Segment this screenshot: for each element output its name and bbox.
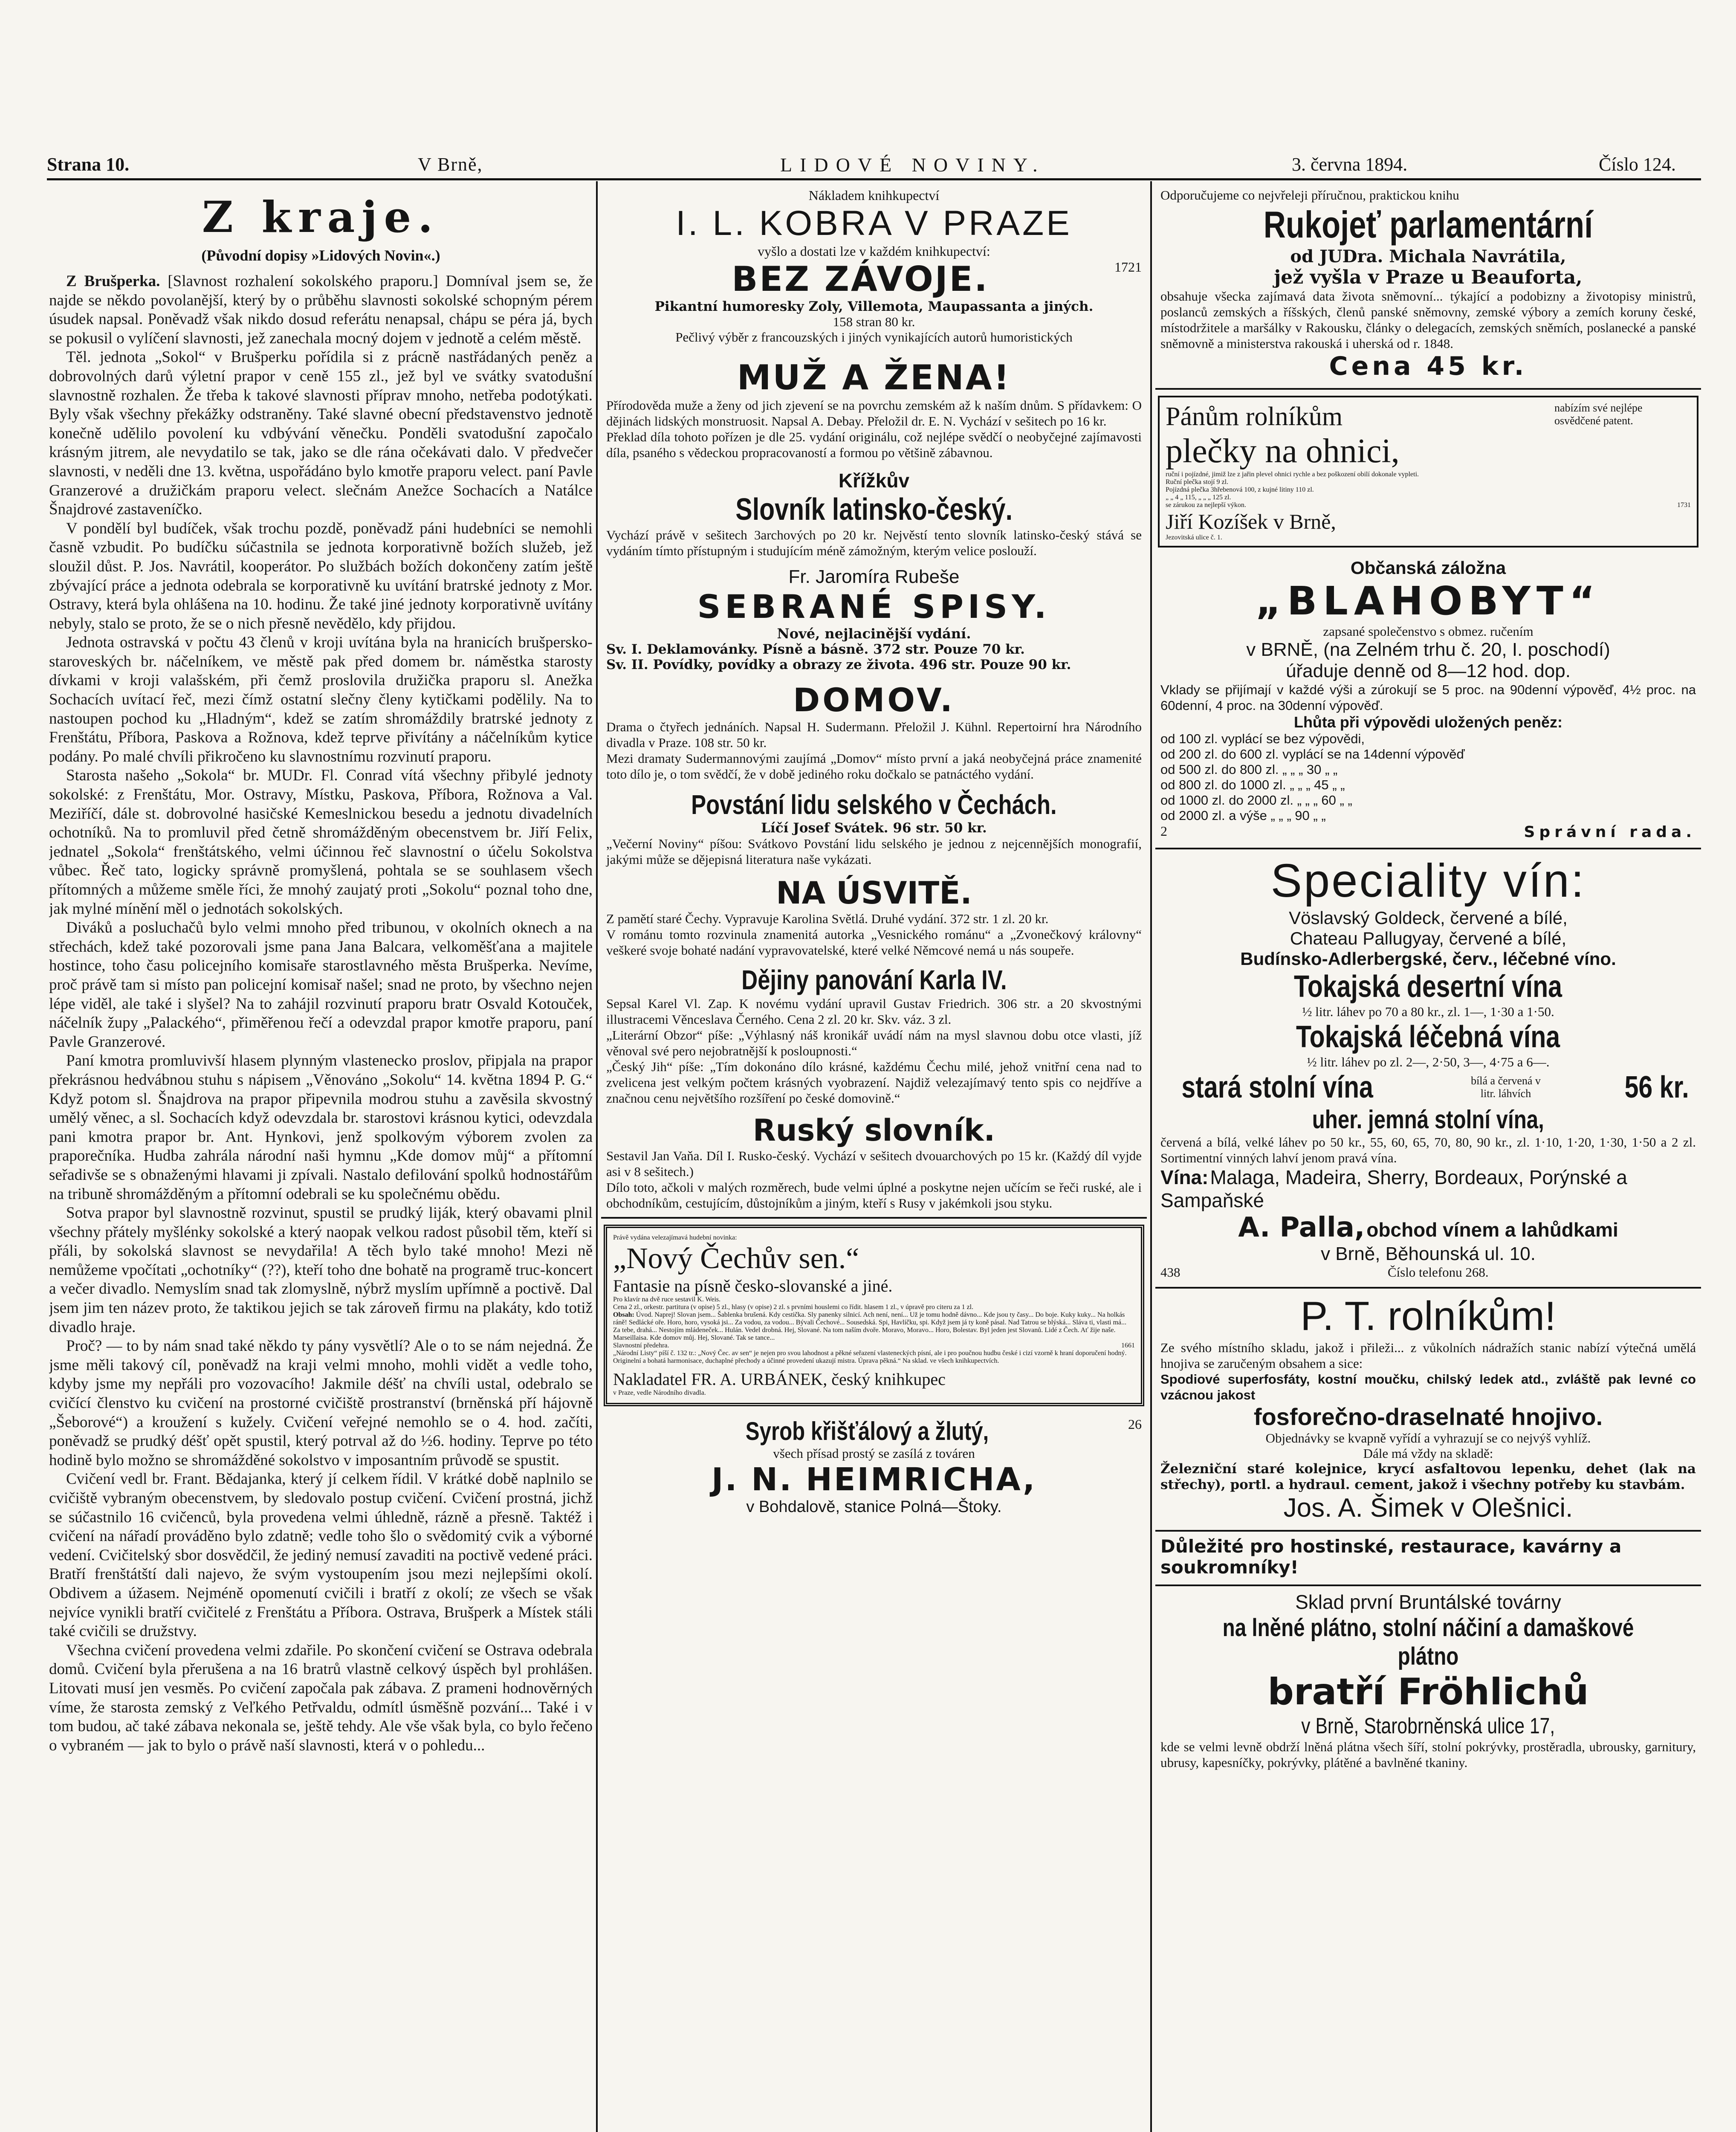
ad-muz-zena-note: Překlad díla tohoto pořízen je dle 25. vydání originálu, což nejlépe svědčí o neobyčejné zajímavosti díla, psaného s vědeckou propracovaností a formou po většině zábavnou. — [606, 429, 1142, 460]
ad-rolnikum-title: Pánům rolníkům — [1166, 402, 1343, 431]
ad-cechuv-place: v Praze, vedle Národního divadla. — [613, 1389, 706, 1396]
article-paragraph: Proč? — to by nám snad také někdo ty pány vysvětlí? Ale o to se nám nejedná. Že jsme měli takový cíl, poněvadž na kraji velmi mnoho, mohli vidět a vedle toho, kdyby jsme my nepřáli pro vozovacího! Jakmile déšť na chvíli ustal, odebralo se cvičící členstvo ku cvičení na prostorné cvičiště prostranství (brněnská pří hájovně „Šeborové“) a kroužení s kužely. Cvičení veřejné nemohlo se o 4. hod. začíti, poněvadž se prudký déšť opět spustil, který potrval až do ½6. hodiny. Teprve po této hodině bylo možno se shromážděné sokolstvo v imposantním průvodě se spustit. — [49, 1337, 593, 1469]
ad-rolnikum-seller: Jiří Kozíšek v Brně, — [1166, 510, 1336, 533]
article-title: Z kraje. — [202, 192, 440, 242]
ad-blahobyt-hours: úřaduje denně od 8—12 hod. dop. — [1286, 660, 1571, 681]
ad-rolnikum-price: „ „ 4 „ 115, „ „ „ 125 zl. — [1166, 494, 1231, 501]
article-paragraph: [Slavnost rozhalení sokolského praporu.] Domníval jsem se, že najde se někdo povolanější, který by o průběhu slavnosti sokolské schopným pérem úsudek napsal. Poněvadž však nikdo dosud referátu nenapsal, chápu se péra já, bych se pokusil o vylíčení slavnosti, jež zanechala mocný dojem v jednotě a celém městě. — [49, 272, 593, 347]
ad-cechuv-pre: Právě vydána velezajímavá hudební novinka: — [613, 1234, 737, 1241]
ad-vina-list: Malaga, Madeira, Sherry, Bordeaux, Porýnské a Sampaňské — [1160, 1166, 1627, 1211]
ad-blahobyt-terms-title: Lhůta při výpovědi uložených peněz: — [1293, 713, 1563, 731]
ad-vina-uher-text: červená a bílá, velké láhev po 50 kr., 55, 60, 65, 70, 80, 90 kr., zl. 1·10, 1·20, 1·30, 1·50 a 2 zl. Sortimentní vinných lahví jenom pravá vína. — [1160, 1135, 1696, 1165]
ad-frohlich — [1155, 1586, 1701, 1777]
ad-cechuv-press: „Národní Listy“ píší č. 132 tr.: „Nový Čec. av sen“ je nejen pro svou lahodnost a pěkné seřazení vlasteneckých písní, ale i pro poučnou hudbu české i cizí vzorně k hraní doporučení hodný. Originelní a bohatá harmonisace, duchaplné přechody a účinné provedení ukazují mistra. Úprava pěkná.“ Na sklad. ve všech knihkupectvích. — [613, 1350, 1127, 1364]
article-column — [49, 183, 593, 2132]
article-paragraph: Diváků a posluchačů bylo velmi mnoho před tribunou, v okolních oknech a na střechách, kdež také pozorovali jsme pana Jana Balcara, velkoměšťana a majitele hostince, toho času policejního komisaře starostlavného města Brušperka. Nevíme, proč právě tam si místo pan policejní komisař našel; snad ne proto, by všechno nejen lépe viděl, ale také i slyšel? Na to zahájil rozvinutí praporu bratr Osvald Kotouček, náčelník župy „Palackého“, přiměřenou řečí a odevzdal prapor kmotře praporu, paní Pavle Granzerové. — [49, 919, 593, 1051]
ad-vina-line: Vöslavský Goldeck, červené a bílé, — [1289, 908, 1568, 928]
ad-rolnikum2-text: Ze svého místního skladu, jakož i přileži... z vůkolních nádražích stanic nabízí výtečná umělá hnojiva se zaručeným obsahem a sice: — [1160, 1340, 1696, 1371]
ad-slovnik-text: Vychází právě v sešitech 3archových po 20 kr. Nejvěstí tento slovník latinsko-český stává se vydáním tímto přístupným i studujícím méně zámožným, kterým velice poslouží. — [606, 527, 1142, 558]
ad-kobra-name: I. L. KOBRA V PRAZE — [676, 204, 1072, 243]
ad-syrob-location: v Bohdalově, stanice Polná—Štoky. — [746, 1498, 1002, 1516]
ad-blahobyt-term: od 100 zl. vyplácí se bez výpovědi, — [1160, 731, 1365, 746]
ad-rolnikum-price: Ruční plečka stojí 9 zl. — [1166, 478, 1229, 486]
issue-date: 3. června 1894. — [1292, 154, 1408, 175]
article-paragraph: Starosta našeho „Sokola“ br. MUDr. Fl. Conrad vítá všechny přibylé jednoty sokolské: z Frenštátu, Mor. Ostravy, Místku, Paskova, Příbora, Rožnova a Val. Meziříčí, dále st. dobrovolné hasičské Kemeslnickou besedu a jednotu divadelních ochotníků. Na to promluvil před četně shromážděným obecenstvem br. Jiří Felix, jednatel „Sokola“ frenštátského, velmi účinnou řeč slavnostní o účelu Sokolstva vůbec. Řeč tato, logicky správně promyšlená, pohtala se se souhlasem všech přítomných a můžeme směle říci, že mnohý zaujatý proti „Sokolu“ poznal toho dne, jak mylné mínění měl o jednotách sokolských. — [49, 767, 593, 918]
ad-rolnikum2-also: Dále má vždy na skladě: — [1363, 1446, 1493, 1461]
ad-rubes-pre: Fr. Jaromíra Rubeše — [788, 566, 960, 587]
article-paragraph: Sotva prapor byl slavnostně rozvinut, spustil se prudký liják, který obavami plnil všechny přátely myšlénky sokolské a který naopak velkou radost působil těm, kteří si přáli, by sokolská slavnost se nevydařila! A těch bylo také mnoho! Mezi ně nemůžeme vpočítati „ochotníky“ (??), kteří toho dne bohatě na programě truc-koncert a večer divadlo. Nemyslím snad tak zlomyslně, nýbrž myslím upřímně a poctivě. Dal jsem jim ten název proto, že taktikou jejich se tak zároveň firmu na plakáty, kdo totiž divadlo hraje. — [49, 1204, 593, 1336]
ad-rusky-text: Sestavil Jan Vaňa. Díl I. Rusko-český. Vychází v sešitech dvouarchových po 15 kr. (Každý díl vyjde asi v 8 sešitech.) — [606, 1148, 1142, 1179]
article-paragraph: Všechna cvičení provedena velmi zdařile. Po skončení cvičení se Ostrava odebrala domů. Cvičení byla přerušena a na 16 bratrů vlastně celkový úspěch byl prohlášen. Litovati musí jen vesměs. Po cvičení započala pak zábava. Z prameni hodnověrných víme, že starosta zemský z Veľkého Petřvaldu, odmítl úsměšně pozvání... Také i v tom budou, ač také zábava nekonala se, ještě tehdy. Ale vše však byla, co bylo řečeno o vybraném — jak to bylo o právě naší slavnosti, která v o pohledu... — [49, 1641, 593, 1754]
issue-number: Číslo 124. — [1599, 154, 1676, 175]
ad-rolnikum2-fosfor: fosforečno-draselnaté hnojivo. — [1253, 1403, 1603, 1430]
ad-rubes-vol2: Sv. II. Povídky, povídky a obrazy ze života. 496 str. Pouze 90 kr. — [606, 657, 1071, 672]
ad-vina — [1155, 849, 1701, 1289]
ad-cechuv-obsah-label: Obsah: — [613, 1311, 634, 1318]
ad-blahobyt-address: v BRNĚ, (na Zelném trhu č. 20, I. poschodí) — [1246, 639, 1610, 660]
ad-vina-tokaj-dessert-price: ½ litr. láhev po 70 a 80 kr., zl. 1—, 1·30 a 1·50. — [1302, 1004, 1554, 1019]
ad-rukojet-publisher: jež vyšla v Praze u Beaufortа, — [1274, 266, 1583, 288]
ad-cechuv-fanfare: Slavnostní předehra. — [613, 1342, 669, 1349]
ad-syrob-firm: J. N. HEIMRICHA, — [711, 1461, 1037, 1498]
city-label: V Brně, — [418, 154, 483, 175]
ad-ref-number: 2 — [1160, 823, 1167, 839]
ad-syrob-title: Syrob křišťálový a žlutý, — [745, 1417, 989, 1445]
ad-bez-zavoje-title: BEZ ZÁVOJE. — [732, 259, 989, 299]
ad-vina-label: Vína: — [1160, 1166, 1209, 1188]
ad-syrob-line: všech přísad prostý se zasílá z továren — [773, 1446, 975, 1461]
ad-rukojet-title: Rukojeť parlamentární — [1263, 203, 1593, 246]
column-divider — [596, 181, 598, 2132]
ad-frohlich-address: v Brně, Starobrněnská ulice 17, — [1301, 1714, 1555, 1738]
ad-vina-stara-note: bílá a červená v litr. láhvích — [1471, 1075, 1541, 1100]
ad-karel-quote: „Český Jih“ píše: „Tím dokonáno dílo krásné, každému Čechu milé, jehož vnitřní cena nad to zvelicena jest velkým počtem krásných vyobrazení. Najdiž velezajímavý tento spis co nejdříve a značnou cenu největšího rozšíření po české domovině.“ — [606, 1059, 1142, 1106]
ad-rolnikum2-title: P. T. rolníkům! — [1300, 1293, 1556, 1339]
ad-rubes-banner: Nové, nejlacinější vydání. — [777, 626, 971, 642]
column-divider — [1150, 181, 1152, 2132]
ad-vina-uher: uher. jemná stolní vína, — [1312, 1105, 1545, 1134]
ad-vina-stara: stará stolní vína — [1181, 1070, 1373, 1104]
ad-rukojet-author: od JUDra. Michala Navrátila, — [1290, 246, 1566, 266]
article-paragraph: Těl. jednota „Sokol“ v Brušperku pořídila si z prácně nastřádaných peněz a dobrovolných darů výletní prapor v ceně 155 zl., jež byl ve svátky svatodušní slavnostně rozhalen. Že třeba k takové slavnosti příprav mnoho, netřeba podotýkati. Byly však všechny překážky odstraněny. Také slavné obecní představenstvo jednotě konečně udělilo povolení ku vdbývání věnečku. Ponděli svatodušní započalo krásným jitrem, ale nevydatilo se tak, jako se dle rána očekávati dalo. V předvečer slavnosti, v neděli dne 13. května, uspořádáno bylo kmotře praporu velect. paní Pavle Granzerové a družičkám praporu velect. slečnám Anežce Sochacích a Natálce Šnajdrové zastaveníčko. — [49, 348, 593, 519]
ad-blahobyt-sign: Správní rada. — [1524, 823, 1696, 841]
header-rule — [47, 178, 1701, 180]
ad-rolnikum-price: Pojízdná plečka 3hřebenová 100, z kujné litiny 110 zl. — [1166, 486, 1314, 493]
ad-blahobyt — [1155, 553, 1701, 849]
ad-hostinske-text: Důležité pro hostinské, restaurace, kavárny a soukromníky! — [1160, 1536, 1622, 1578]
ad-blahobyt-term: od 1000 zl. do 2000 zl. „ „ „ 60 „ „ — [1160, 793, 1352, 808]
ad-rolnikum2-rails: Železniční staré kolejnice, krycí asfaltovou lepenku, dehet (lak na střechy), portl. a hydraul. cement, jakož i všechny potřeby ku stavbám. — [1160, 1461, 1696, 1492]
ad-domov-text: Drama o čtyřech jednáních. Napsal H. Sudermann. Přeložil J. Kühnl. Repertoirní hra Národního divadla v Praze. 108 str. 50 kr. — [606, 719, 1142, 750]
ad-blahobyt-term: od 500 zl. do 800 zl. „ „ „ 30 „ „ — [1160, 762, 1338, 777]
ad-blahobyt-deposit: Vklady se přijímají v každé výši a zúrokují se 5 proc. na 90denní výpověď, 4½ proc. na 60denní, 4 proc. na 30denní výpověď. — [1160, 682, 1696, 713]
ad-rolnikum-address: Jezovitská ulice č. 1. — [1166, 534, 1222, 541]
ad-bez-zavoje-pages: 158 stran 80 kr. — [833, 314, 915, 329]
ad-blahobyt-name: „BLAHOBYT“ — [1255, 578, 1601, 624]
ad-blahobyt-term: od 800 zl. do 1000 zl. „ „ „ 45 „ „ — [1160, 777, 1345, 792]
ads-column-middle — [601, 183, 1147, 2132]
ad-rusky-note: Dílo toto, ačkoli v malých rozměrech, bude velmi úplné a poskytne nejen učícím se řeči ruské, ale i obchodníkům, cestujícím, důstojníkům a jiným, kteří s Rusy v jakémkoli jsou styku. — [606, 1180, 1142, 1211]
ad-rukojet-text: obsahuje všecka zajímavá data života sněmovní... týkající a podobizny a životopisy ministrů, poslanců zemských a říšských, členů panské sněmovny, zemské výbory a zemích koruny české, místodržitele a maršálky v Rakousku, články o delegacích, zemských sněmích, poslanecké a panské sněmovně a ministerstva rakouská i uherská od r. 1848. — [1160, 289, 1696, 351]
ad-blahobyt-registration: zapsané společenstvo s obmez. ručením — [1323, 624, 1533, 639]
ad-cechuv-by: Pro klavír na dvě ruce sestavil K. Weis. — [613, 1296, 721, 1303]
ad-blahobyt-term: od 2000 zl. a výše „ „ „ 90 „ „ — [1160, 808, 1326, 823]
ad-povstani-text: „Večerní Noviny“ píšou: Svátkovo Povstání lidu selského je jednou z nejcennějších monografií, jakými může se dějepisná literatura naše vykázati. — [606, 836, 1142, 867]
ad-usvite-note: V románu tomto rozvinula znamenitá autorka „Vesnického románu“ a „Zvonečkový královny“ veškeré svoje bohaté nadání vypravovatelské, které velké Němcové nemá u nás soupeře. — [606, 927, 1142, 958]
ad-ref-number: 1731 — [1677, 501, 1691, 509]
ad-frohlich-line: na lněné plátno, stolní náčiní a damaškové plátno — [1222, 1614, 1634, 1670]
ad-frohlich-text: kde se velmi levně obdrží lněná plátna všech šíří, stolní pokrývky, prostěradla, ubrousky, garnitury, ubrusy, kapesníčky, pokrývky, plátěné a bavlněné tkaniny. — [1160, 1739, 1696, 1770]
ad-vina-line: Chateau Pallugyay, červené a bílé, — [1290, 928, 1567, 948]
ad-rolnikum-guarantee: se zárukou za nejlepší výkon. — [1166, 501, 1246, 509]
ad-ref-number: 1661 — [1121, 1342, 1135, 1349]
article-subtitle: (Původní dopisy »Lidových Novin«.) — [201, 247, 440, 264]
article-paragraph: V pondělí byl budíček, však trochu pozdě, poněvadž páni hudebníci se nemohli časně vzbudit. Po budíčku súčastnila se jednota korporativně božích služeb, jež sloužil důst. P. Jos. Navrátil, kooperátor. Po službách božích dokončeny zatím ještě zbývající práce a jednota odebrala se korporativně ku uvítání bratrské jednoty z Mor. Ostravy, která byla ohlášena na 10. hodinu. Že také jiné jednoty korporativně uvítány nebyly, stalo se proto, že se o nich přesně nevědělo, kdy přijdou. — [49, 519, 593, 632]
newspaper-title: LIDOVÉ NOVINY. — [780, 154, 1045, 176]
ad-kobra-publisher-note: Nákladem knihkupectví — [808, 188, 940, 203]
ad-rolnikum2-seller: Jos. A. Šimek v Olešnici. — [1283, 1493, 1573, 1523]
ad-vina-title: Speciality vín: — [1270, 855, 1586, 907]
ad-usvite-title: NA ÚSVITĚ. — [776, 875, 972, 911]
ad-povstani-author: Líčí Josef Svátek. 96 str. 50 kr. — [761, 820, 987, 836]
ad-domov-note: Mezi dramaty Sudermannovými zaujímá „Domov“ místo první a jaká neobyčejná práce znamenité toto dílo je, o tom svědčí, že v době jediného roku dočkalo se patnáctého vydání. — [606, 751, 1142, 782]
ad-vina-address: v Brně, Běhounská ul. 10. — [1321, 1243, 1536, 1264]
ad-rusky-title: Ruský slovník. — [752, 1113, 995, 1148]
ad-cechuv-publisher: Nakladatel FR. A. URBÁNEK, český knihkupec — [613, 1370, 946, 1389]
ad-cechuv-price: Cena 2 zl., orkestr. partitura (v opise) 5 zl., hlasy (v opise) 2 zl. s prvními houslemi co řídit. hlasem 1 zl., v úpravě pro citeru za 1 zl. — [613, 1304, 974, 1311]
ad-blahobyt-top: Občanská záložna — [1350, 558, 1506, 578]
ad-domov-title: DOMOV. — [793, 681, 955, 719]
ad-cechuv-sen — [604, 1225, 1144, 1406]
ad-rukojet — [1155, 183, 1701, 390]
ad-vina-palla: A. Palla, — [1238, 1212, 1365, 1243]
ad-slovnik-title: Slovník latinsko-český. — [735, 492, 1013, 527]
ad-rolnikum — [1158, 396, 1698, 547]
ad-frohlich-name: bratří Fröhlichů — [1267, 1671, 1589, 1713]
ad-vina-line: Budínsko-Adlerbergské, červ., léčebné víno. — [1240, 949, 1616, 969]
ad-bez-zavoje-sub: Pikantní humoresky Zoly, Villemota, Maupassanta a jiných. — [654, 299, 1094, 314]
ad-ref-number: 1721 — [1114, 259, 1142, 275]
ad-cechuv-sub: Fantasie na písně česko-slovanské a jiné. — [613, 1276, 893, 1295]
ad-ref-number: 438 — [1160, 1265, 1180, 1280]
ad-vina-tokaj-dessert: Tokajská desertní vína — [1294, 970, 1562, 1004]
ad-povstani-title: Povstání lidu selského v Čechách. — [691, 789, 1057, 820]
section-rule — [601, 1217, 1147, 1219]
ad-rukojet-price: Cena 45 kr. — [1329, 351, 1528, 381]
ad-rolnikum2-note: Objednávky se kvapně vyřídí a vyhrazují se co nejvýš vyhlíž. — [1265, 1431, 1591, 1445]
page-header — [47, 154, 1701, 179]
ad-vina-tokaj-medicinal: Tokajská léčebná vína — [1296, 1020, 1560, 1054]
ad-rukojet-top: Odporučujeme co nejvřeleji příručnou, praktickou knihu — [1160, 188, 1459, 203]
ad-hostinske — [1155, 1532, 1701, 1586]
article-paragraph: Cvičení vedl br. Frant. Bědajanka, který jí celkem řídil. V krátké době naplnilo se cvičiště vybraným obecenstvem, by sledovalo postup cvičení. Cvičení prostná, jichž se súčastnilo 16 cvičenců, byla provedena velmi úhledně, rázně a přesně. Taktéž i cvičení na nářadí prováděno bylo zdatně; vedle toho šlo o svědomitý cvik a výborné vedení. Cvičitelský sbor dosvědčil, že jediný nemusí zavaditi na poctivě vedené práci. Bratří frenštátští dali najevo, že svým vystoupením jsou mezi nejlepšími okolí. Obdivem a úžasem. Nejméně opomenutí cvičili i bratří z okolí; ze všech se však nejvíce vynikli bratří cvičitelé z Frenštátu a Příbora. Ostrava, Brušperk a Místek stáli také cvičili se družstvy. — [49, 1470, 593, 1640]
ad-muz-zena-text: Přírodověda muže a ženy od jich zjevení se na povrchu zemském až k naším dnům. S přídavkem: O dějinách lidských monstruosit. Napsal A. Debay. Přeložil dr. E. N. Vychází v sešitech po 16 kr. — [606, 398, 1142, 429]
ad-rubes-vol1: Sv. I. Deklamovánky. Písně a básně. 372 str. Pouze 70 kr. — [606, 642, 1025, 657]
ad-ref-number: 26 — [1128, 1417, 1142, 1432]
ad-blahobyt-term: od 200 zl. do 600 zl. vyplácí se na 14denní výpověď — [1160, 747, 1465, 762]
ad-rubes-title: SEBRANÉ SPISY. — [697, 588, 1051, 626]
ad-rolnikum-desc: ruční i pojízdné, jimiž lze z jařin plevel ohnici rychle a bez poškození obilí dokonale vypleti. — [1166, 471, 1419, 478]
ad-vina-telephone: Číslo telefonu 268. — [1387, 1265, 1489, 1280]
ad-usvite-text: Z pamětí staré Čechy. Vypravuje Karolina Světlá. Druhé vydání. 372 str. 1 zl. 20 kr. — [606, 911, 1049, 926]
article-paragraph: Paní kmotra promluvivší hlasem plynným vlastenecko proslov, připjala na prapor překrásnou hedvábnou stuhu s nápisem „Věnováno „Sokolu“ 14. května 1894 P. G.“ Když potom sl. Šnajdrova na prapor připevnila modrou stuhu a zavěsila skvostný umělý věnec, a sl. Sochacích když odevzdala br. starostovi krásnou kytici, odevzdala pani kmotra prapor br. Ant. Hynkovi, jenž spolkovým výborem zvolen za praporečníka. Hudba zahrála národní naši hymnu „Kde domov můj“ a přítomní seřadivše se s obnaženými hlavami ji zpívali. Nastalo defilování spolků hodnostářům na tribuně shromážděným a přítomní odebrali se ku společnému obědu. — [49, 1052, 593, 1203]
ad-rolnikum2 — [1155, 1289, 1701, 1532]
page-number: Strana 10. — [47, 154, 130, 175]
ad-rolnikum-note: nabízím své nejlépe osvědčené patent. — [1554, 402, 1643, 427]
ad-kobra — [601, 183, 1147, 1211]
ad-cechuv-contents: Úvod. Naprej! Slovan jsem... Šablenka brušená. Kdy cestička. Sly panenky silnicí. Ach není, není... Už je tomu hodně dávno... Kde jsou ty časy... Do boje. Kuky kuky... Na holkás ráně! Sedlácké oře. Horo, horo, vysoká jsi... Za vodou, za vodou... Bývali Čechové... Sousedská. Spi, Havlíčku, spi. Když jsem já ty koně pásal. Nad Tatrou se blýská... Sláva ti, vlasti má... Za tebe, drahá... Nestojím mládeneček... Hulán. Vedel drobná. Hej, Slované. Na tom naším dvoře. Moravo, Moravo... Horo, Bolestav. Byl jeden jest Slovanů. Lidé z Čech. Ať žije naše. Marseillaisa. Kde domov můj. Hej, Slované. Tak se tance... — [613, 1311, 1127, 1341]
ad-cechuv-title: „Nový Čechův sen.“ — [613, 1242, 859, 1275]
ad-vina-stara-price: 56 kr. — [1624, 1070, 1689, 1104]
article-lead: Z Brušperka. — [66, 272, 160, 290]
ad-bez-zavoje-desc: Pečlivý výběr z francouzských i jiných vynikajících autorů humoristických — [675, 330, 1073, 345]
ad-karel-text: Sepsal Karel Vl. Zap. K novému vydání upravil Gustav Friedrich. 306 str. a 20 skvostnými illustracemi Věnceslava Černého. Cena 2 zl. 20 kr. Skv. váz. 3 zl. — [606, 996, 1142, 1027]
ad-syrob — [601, 1412, 1147, 1523]
ad-kobra-line: vyšlo a dostati lze v každém knihkupectví: — [758, 243, 990, 259]
ad-karel-quote: „Literární Obzor“ píše: „Výhlasný náš kronikář uvádí nám na mysl slavnou dobu otce vlasti, jíž věnoval své pero nejobratnější k posloupnosti.“ — [606, 1028, 1142, 1058]
ad-slovnik-pre: Křížkův — [838, 469, 910, 492]
ad-rolnikum-product: plečky na ohnici, — [1166, 432, 1400, 470]
article-body — [49, 272, 593, 1755]
article-paragraph: Jednota ostravská v počtu 43 členů v kroji uvítána byla na hranicích brušpersko-staroveských br. náčelníkem, ve městě pak před domem br. náměstka starosty dívkami v kroji valašském, při čemž proslovila družička praporu sl. Anežka Sochacích uvítací řeč, mezi čímž ostatní slečny členy kytičkami podělily. Na to nastoupen pochod ku „Hladným“, kdež se zatím shromáždily bratrské jednoty z Frenštátu, Příbora, Paskova a Rožnova, kdež teprve přivítány a náčelníkům kytice podány. Po malé chvíli přikročeno ku slavnostnímu rozvinutí praporu. — [49, 634, 593, 765]
ad-vina-palla-desc: obchod vínem a lahůdkami — [1366, 1219, 1618, 1241]
ad-rolnikum2-items: Spodiové superfosfáty, kostní moučku, chilský ledek atd., zvláště pak levné co vzácnou jakost — [1160, 1372, 1696, 1402]
ad-vina-tokaj-medicinal-price: ½ litr. láhev po zl. 2—, 2·50, 3—, 4·75 a 6—. — [1307, 1054, 1550, 1069]
ad-karel-title: Dějiny panování Karla IV. — [741, 965, 1007, 995]
ads-column-right — [1155, 183, 1701, 2132]
ad-frohlich-top: Sklad první Bruntálské továrny — [1295, 1591, 1561, 1613]
ad-muz-zena-title: MUŽ A ŽENA! — [737, 358, 1011, 397]
